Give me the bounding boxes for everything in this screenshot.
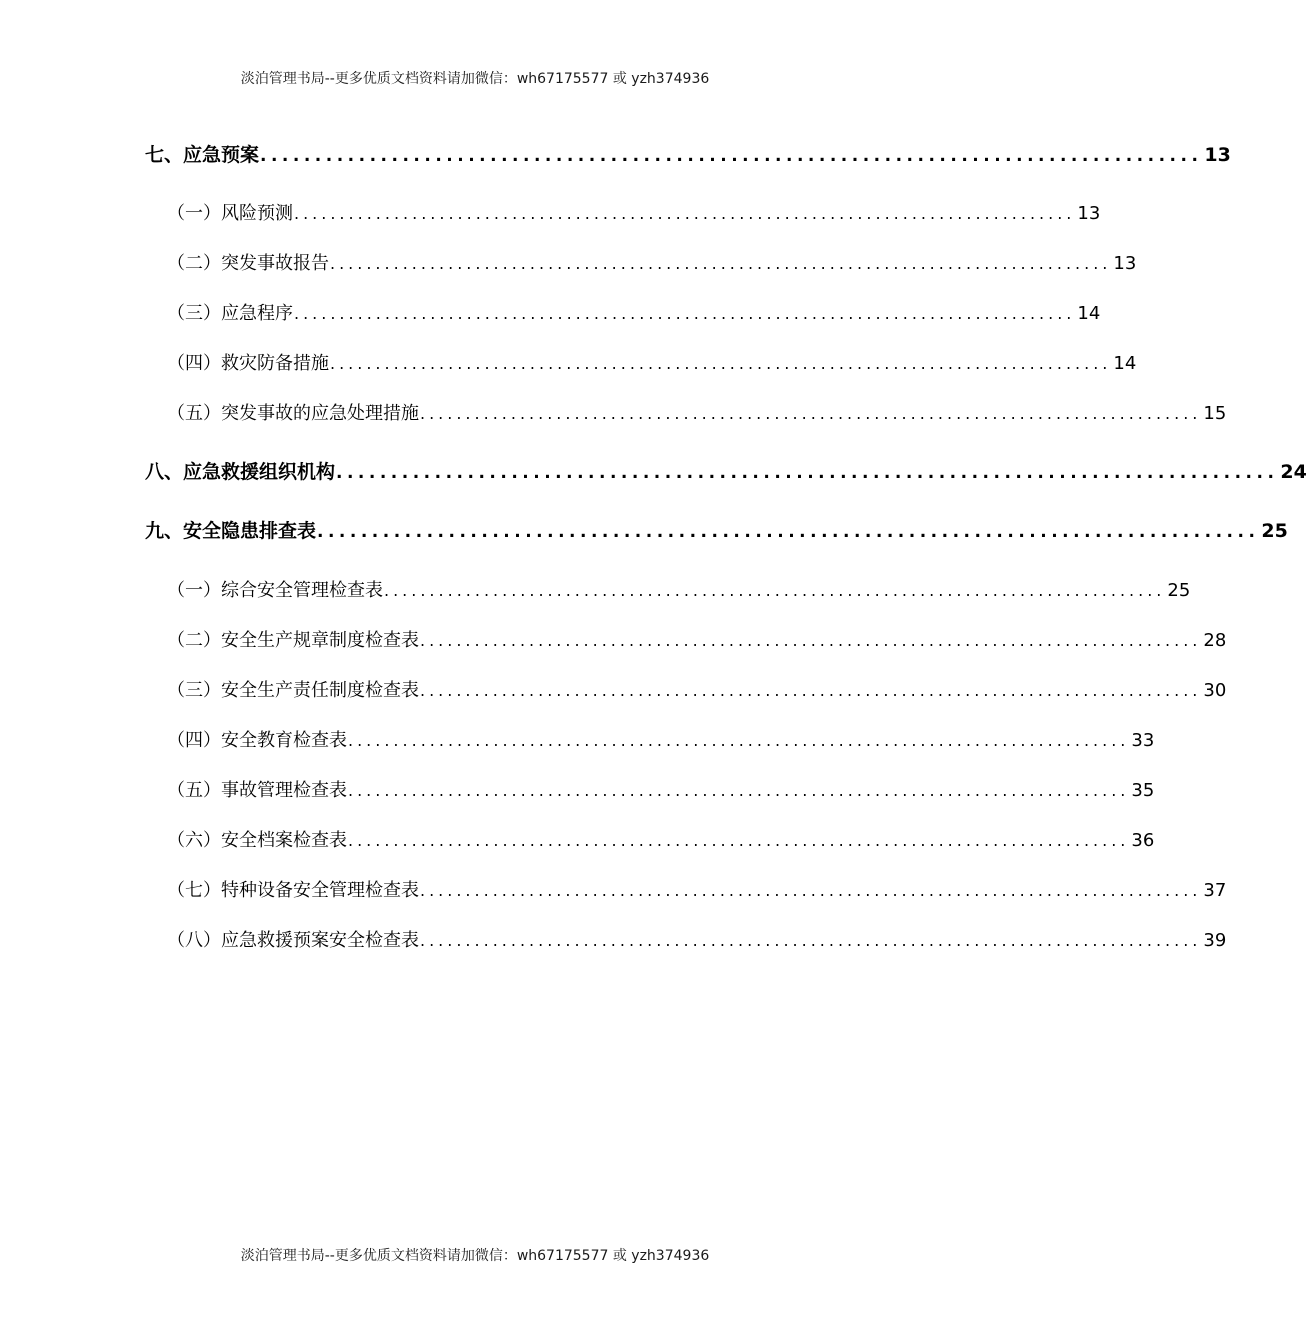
toc-dot-leader: ...................................................................................... bbox=[294, 304, 1076, 323]
toc-dot-leader: ...................................................................................... bbox=[336, 463, 1279, 483]
toc-dot-leader: ...................................................................................... bbox=[348, 781, 1130, 800]
toc-entry-title: （一）综合安全管理检查表 bbox=[167, 580, 383, 601]
toc-dot-leader: ...................................................................................... bbox=[420, 681, 1202, 700]
toc-entry-page: 28 bbox=[1203, 630, 1227, 651]
toc-entry-title: （七）特种设备安全管理检查表 bbox=[167, 880, 419, 901]
toc-entry-page: 39 bbox=[1203, 930, 1227, 951]
toc-dot-leader: ...................................................................................... bbox=[420, 881, 1202, 900]
toc-entry-section-8[interactable] bbox=[145, 457, 1307, 484]
toc-entry-title: （四）安全教育检查表 bbox=[167, 730, 347, 751]
toc-entry-page: 25 bbox=[1261, 520, 1288, 542]
toc-dot-leader: ...................................................................................... bbox=[420, 931, 1202, 950]
toc-entry-title: （四）救灾防备措施 bbox=[167, 353, 329, 374]
toc-entry-7-1[interactable] bbox=[167, 199, 1101, 225]
toc-entry-title: （一）风险预测 bbox=[167, 203, 293, 224]
toc-entry-title: （三）应急程序 bbox=[167, 303, 293, 324]
toc-entry-page: 25 bbox=[1167, 580, 1191, 601]
toc-dot-leader: ...................................................................................... bbox=[330, 254, 1112, 273]
toc-entry-page: 30 bbox=[1203, 680, 1227, 701]
toc-entry-7-2[interactable] bbox=[167, 249, 1137, 275]
toc-entry-title: 九、安全隐患排查表 bbox=[145, 520, 317, 542]
toc-entry-9-7[interactable] bbox=[167, 876, 1227, 902]
page-footer: 淡泊管理书局--更多优质文档资料请加微信：wh67175577 或 yzh374936 bbox=[240, 1248, 710, 1264]
toc-entry-9-4[interactable] bbox=[167, 726, 1155, 752]
toc-entry-page: 15 bbox=[1203, 403, 1227, 424]
toc-entry-9-3[interactable] bbox=[167, 676, 1227, 702]
toc-entry-9-1[interactable] bbox=[167, 576, 1191, 602]
toc-entry-title: （二）安全生产规章制度检查表 bbox=[167, 630, 419, 651]
toc-entry-7-5[interactable] bbox=[167, 399, 1227, 425]
toc-dot-leader: ...................................................................................... bbox=[420, 404, 1202, 423]
page-header: 淡泊管理书局--更多优质文档资料请加微信：wh67175577 或 yzh374936 bbox=[240, 71, 710, 87]
toc-entry-7-3[interactable] bbox=[167, 299, 1101, 325]
toc-dot-leader: ...................................................................................... bbox=[260, 146, 1203, 166]
toc-entry-9-6[interactable] bbox=[167, 826, 1155, 852]
toc-entry-title: 七、应急预案 bbox=[145, 144, 260, 166]
toc-entry-title: （八）应急救援预案安全检查表 bbox=[167, 930, 419, 951]
toc-entry-page: 13 bbox=[1204, 144, 1231, 166]
toc-entry-page: 35 bbox=[1131, 780, 1155, 801]
toc-entry-title: （五）突发事故的应急处理措施 bbox=[167, 403, 419, 424]
toc-dot-leader: ...................................................................................... bbox=[420, 631, 1202, 650]
toc-entry-page: 24 bbox=[1280, 461, 1307, 483]
toc-entry-9-2[interactable] bbox=[167, 626, 1227, 652]
toc-entry-page: 36 bbox=[1131, 830, 1155, 851]
toc-entry-page: 13 bbox=[1113, 253, 1137, 274]
toc-entry-section-7[interactable] bbox=[145, 140, 1231, 167]
toc-entry-page: 13 bbox=[1077, 203, 1101, 224]
toc-entry-9-5[interactable] bbox=[167, 776, 1155, 802]
toc-dot-leader: ...................................................................................... bbox=[294, 204, 1076, 223]
toc-entry-section-9[interactable] bbox=[145, 516, 1288, 543]
toc-entry-7-4[interactable] bbox=[167, 349, 1137, 375]
toc-entry-title: 八、应急救援组织机构 bbox=[145, 461, 336, 483]
toc-entry-page: 37 bbox=[1203, 880, 1227, 901]
toc-entry-page: 14 bbox=[1077, 303, 1101, 324]
toc-entry-9-8[interactable] bbox=[167, 926, 1227, 952]
toc-entry-page: 14 bbox=[1113, 353, 1137, 374]
toc-dot-leader: ...................................................................................... bbox=[384, 581, 1166, 600]
toc-entry-title: （五）事故管理检查表 bbox=[167, 780, 347, 801]
toc-entry-page: 33 bbox=[1131, 730, 1155, 751]
toc-entry-title: （二）突发事故报告 bbox=[167, 253, 329, 274]
toc-dot-leader: ...................................................................................... bbox=[330, 354, 1112, 373]
toc-dot-leader: ...................................................................................... bbox=[348, 731, 1130, 750]
toc-entry-title: （六）安全档案检查表 bbox=[167, 830, 347, 851]
toc-dot-leader: ...................................................................................... bbox=[348, 831, 1130, 850]
toc-dot-leader: ...................................................................................... bbox=[317, 522, 1260, 542]
toc-entry-title: （三）安全生产责任制度检查表 bbox=[167, 680, 419, 701]
